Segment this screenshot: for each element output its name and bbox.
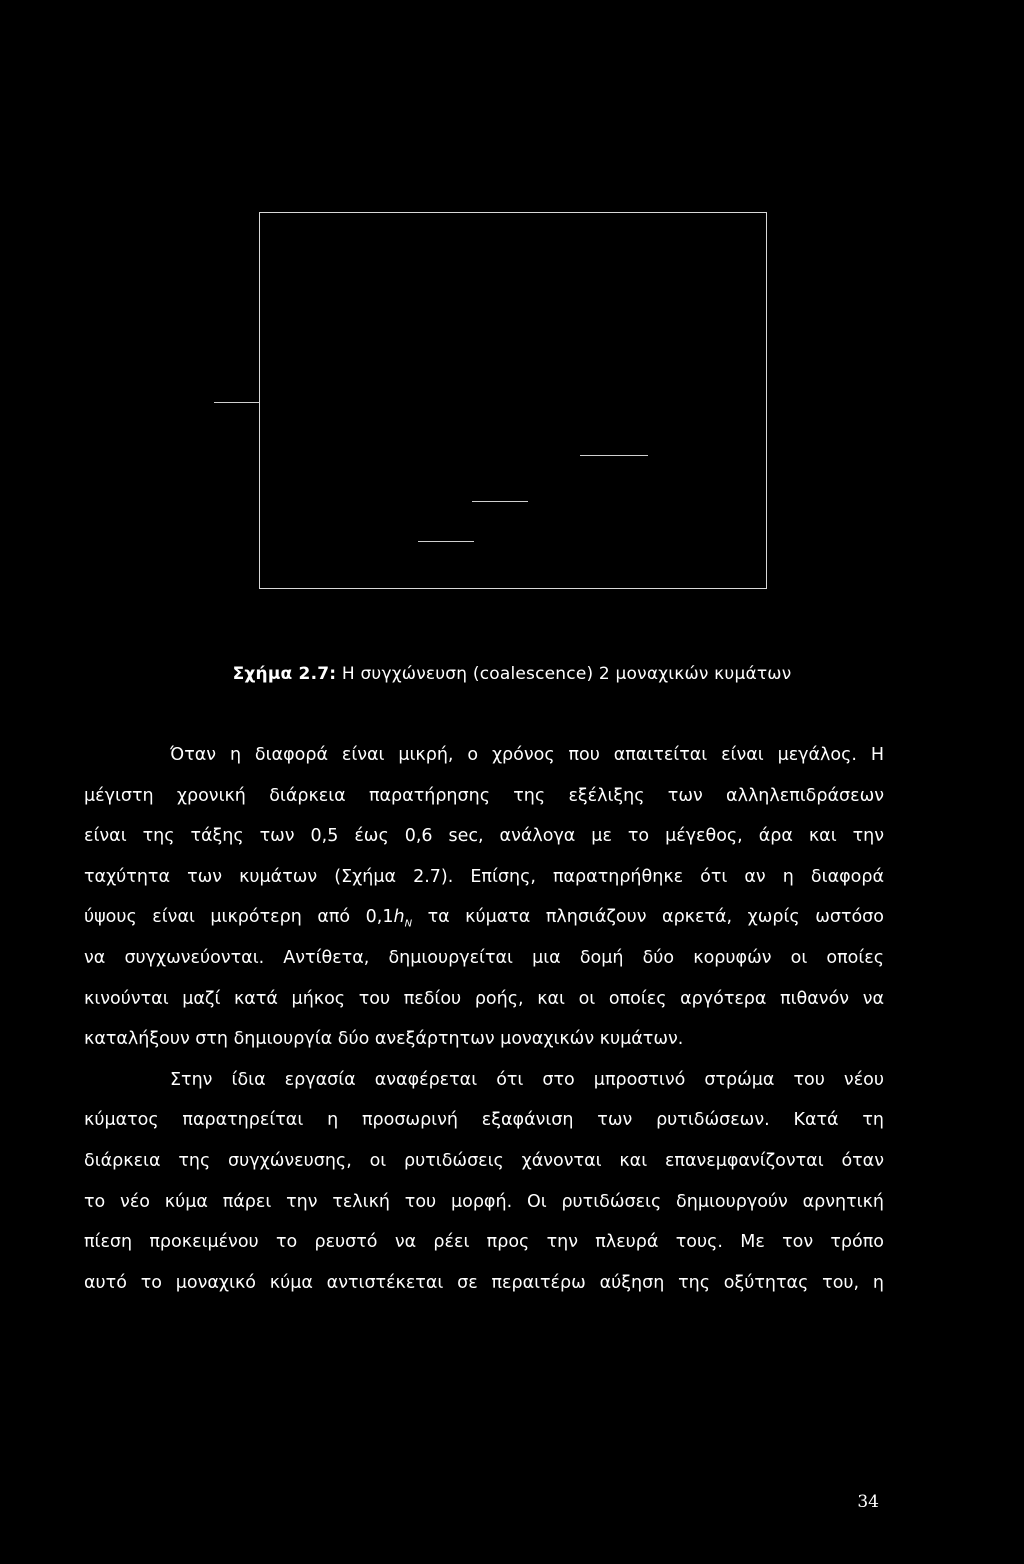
text-fragment: τα κύματα πλησιάζουν αρκετά, χωρίς ωστόσο bbox=[412, 907, 884, 928]
text-line: καταλήξουν στη δημιουργία δύο ανεξάρτητων μοναχικών κυμάτων. bbox=[84, 1029, 684, 1050]
wave-trace-left bbox=[214, 402, 260, 403]
text-line: να συγχωνεύονται. Αντίθετα, δημιουργείται μια δομή δύο κορυφών οι οποίες bbox=[84, 947, 884, 968]
figure-caption bbox=[0, 664, 1024, 684]
text-line: κινούνται μαζί κατά μήκος του πεδίου ροής, και οι οποίες αργότερα πιθανόν να bbox=[84, 988, 884, 1009]
math-h-n bbox=[393, 907, 413, 930]
text-line: πίεση προκειμένου το ρευστό να ρέει προς την πλευρά τους. Με τον τρόπο bbox=[84, 1232, 884, 1253]
page-number: 34 bbox=[857, 1492, 879, 1512]
text-fragment: ύψους είναι μικρότερη από 0,1 bbox=[84, 907, 394, 928]
math-h: h bbox=[393, 907, 405, 928]
text-line bbox=[84, 897, 884, 938]
wave-trace bbox=[580, 455, 648, 456]
body-text bbox=[84, 735, 884, 1303]
wave-trace bbox=[418, 541, 474, 542]
math-subscript: N bbox=[404, 918, 413, 930]
text-line: αυτό το μοναχικό κύμα αντιστέκεται σε περαιτέρω αύξηση της οξύτητας του, η bbox=[84, 1272, 884, 1293]
figure-caption-text: Η συγχώνευση (coalescence) 2 μοναχικών κυμάτων bbox=[341, 664, 792, 684]
text-line: το νέο κύμα πάρει την τελική του μορφή. Οι ρυτιδώσεις δημιουργούν αρνητική bbox=[84, 1191, 884, 1212]
figure-frame bbox=[259, 212, 767, 589]
wave-trace bbox=[472, 501, 528, 502]
text-line: διάρκεια της συγχώνευσης, οι ρυτιδώσεις χάνονται και επανεμφανίζονται όταν bbox=[84, 1150, 884, 1171]
text-line: μέγιστη χρονική διάρκεια παρατήρησης της εξέλιξης των αλληλεπιδράσεων bbox=[84, 785, 884, 806]
text-line: κύματος παρατηρείται η προσωρινή εξαφάνιση των ρυτιδώσεων. Κατά τη bbox=[84, 1110, 884, 1131]
text-line: Στην ίδια εργασία αναφέρεται ότι στο μπροστινό στρώμα του νέου bbox=[170, 1069, 884, 1090]
figure-caption-label: Σχήμα 2.7: bbox=[232, 664, 337, 684]
text-line: ταχύτητα των κυμάτων (Σχήμα 2.7). Επίσης, παρατηρήθηκε ότι αν η διαφορά bbox=[84, 866, 884, 887]
text-line: είναι της τάξης των 0,5 έως 0,6 sec, ανάλογα με το μέγεθος, άρα και την bbox=[84, 826, 884, 847]
text-line: Όταν η διαφορά είναι μικρή, ο χρόνος που απαιτείται είναι μεγάλος. Η bbox=[170, 745, 884, 765]
